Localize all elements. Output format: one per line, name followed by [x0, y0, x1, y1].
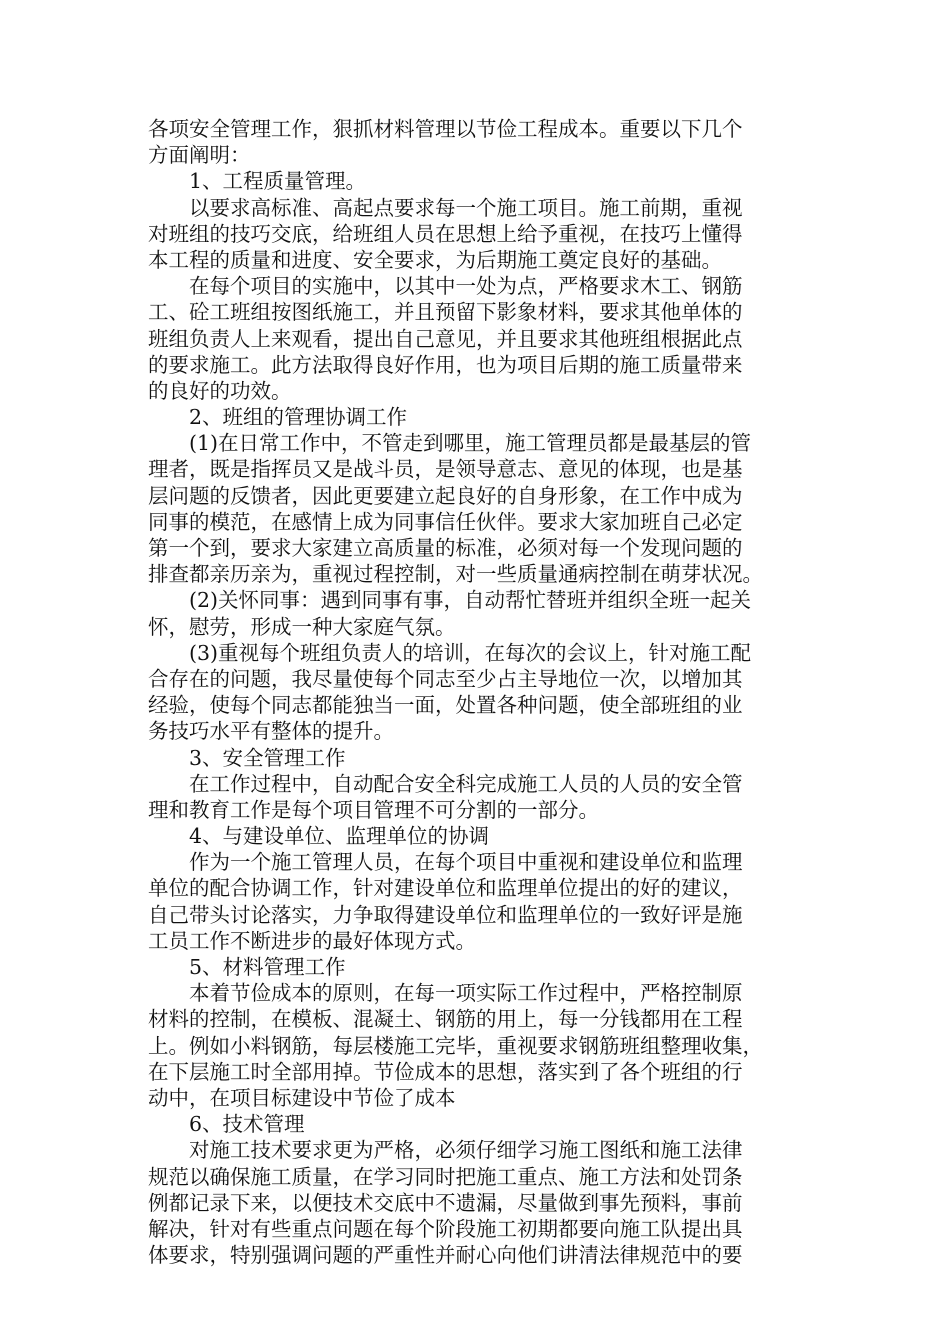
text-line: 层问题的反馈者，因此更要建立起良好的自身形象，在工作中成为 — [148, 483, 743, 508]
text-line: 的良好的功效。 — [148, 378, 292, 403]
text-line: (3)重视每个班组负责人的培训，在每次的会议上，针对施工配 — [189, 640, 752, 665]
text-line: 方面阐明： — [148, 143, 251, 168]
text-line: 务技巧水平有整体的提升。 — [148, 719, 394, 744]
text-line: 怀，慰劳，形成一种大家庭气氛。 — [148, 614, 456, 639]
text-line: 对班组的技巧交底，给班组人员在思想上给予重视，在技巧上懂得 — [148, 221, 743, 246]
text-line: 自己带头讨论落实，力争取得建设单位和监理单位的一致好评是施 — [148, 902, 743, 927]
document-page — [148, 116, 808, 1268]
text-line: 5、材料管理工作 — [189, 955, 346, 979]
text-line: 同事的模范，在感情上成为同事信任伙伴。要求大家加班自己必定 — [148, 509, 743, 534]
text-line: 作为一个施工管理人员，在每个项目中重视和建设单位和监理 — [189, 850, 743, 875]
text-line: 工、砼工班组按图纸施工，并且预留下影象材料，要求其他单体的 — [148, 300, 743, 325]
text-line: 动中，在项目标建设中节俭了成本 — [148, 1085, 456, 1110]
text-line: 理者，既是指挥员又是战斗员，是领导意志、意见的体现，也是基 — [148, 457, 743, 482]
text-line: 体要求，特别强调问题的严重性并耐心向他们讲清法律规范中的要 — [148, 1243, 743, 1268]
text-line: 解决，针对有些重点问题在每个阶段施工初期都要向施工队提出具 — [148, 1216, 743, 1241]
text-line: 单位的配合协调工作，针对建设单位和监理单位提出的好的建议， — [148, 876, 743, 901]
text-line: 对施工技术要求更为严格，必须仔细学习施工图纸和施工法律 — [189, 1138, 743, 1163]
text-line: 3、安全管理工作 — [189, 745, 346, 770]
text-line: 在工作过程中，自动配合安全科完成施工人员的人员的安全管 — [189, 771, 743, 796]
text-line: 排查都亲历亲为，重视过程控制，对一些质量通病控制在萌芽状况。 — [148, 562, 763, 587]
text-line: 4、与建设单位、监理单位的协调 — [189, 824, 490, 849]
text-line: 1、工程质量管理。 — [189, 169, 367, 194]
text-line: 合存在的问题，我尽量使每个同志至少占主导地位一次，以增加其 — [148, 666, 743, 691]
text-line: 班组负责人上来观看，提出自己意见，并且要求其他班组根据此点 — [148, 326, 743, 351]
text-line: 本着节俭成本的原则，在每一项实际工作过程中，严格控制原 — [189, 981, 743, 1006]
text-line: (1)在日常工作中，不管走到哪里，施工管理员都是最基层的管 — [189, 431, 752, 456]
text-line: 各项安全管理工作，狠抓材料管理以节俭工程成本。重要以下几个 — [148, 117, 743, 141]
text-line: 在下层施工时全部用掉。节俭成本的思想，落实到了各个班组的行 — [148, 1059, 743, 1084]
text-line: 理和教育工作是每个项目管理不可分割的一部分。 — [148, 797, 599, 822]
text-line: 规范以确保施工质量，在学习同时把施工重点、施工方法和处罚条 — [148, 1164, 743, 1189]
text-line: 本工程的质量和进度、安全要求，为后期施工奠定良好的基础。 — [148, 247, 722, 272]
text-line: 上。例如小料钢筋，每层楼施工完毕，重视要求钢筋班组整理收集， — [148, 1033, 763, 1058]
text-line: 在每个项目的实施中，以其中一处为点，严格要求木工、钢筋 — [189, 274, 743, 299]
text-line: 6、技术管理 — [189, 1112, 305, 1137]
text-line: 工员工作不断进步的最好体现方式。 — [148, 928, 476, 953]
text-line: 以要求高标准、高起点要求每一个施工项目。施工前期，重视 — [189, 195, 743, 220]
text-line: 例都记录下来，以便技术交底中不遗漏，尽量做到事先预料，事前 — [148, 1190, 743, 1215]
text-line: (2)关怀同事：遇到同事有事，自动帮忙替班并组织全班一起关 — [189, 588, 752, 613]
text-line: 经验，使每个同志都能独当一面，处置各种问题，使全部班组的业 — [148, 693, 743, 718]
text-line: 材料的控制，在模板、混凝土、钢筋的用上，每一分钱都用在工程 — [148, 1007, 743, 1032]
text-line: 第一个到，要求大家建立高质量的标准，必须对每一个发现问题的 — [148, 536, 743, 560]
text-line: 的要求施工。此方法取得良好作用，也为项目后期的施工质量带来 — [148, 352, 743, 377]
text-line: 2、班组的管理协调工作 — [189, 405, 408, 430]
